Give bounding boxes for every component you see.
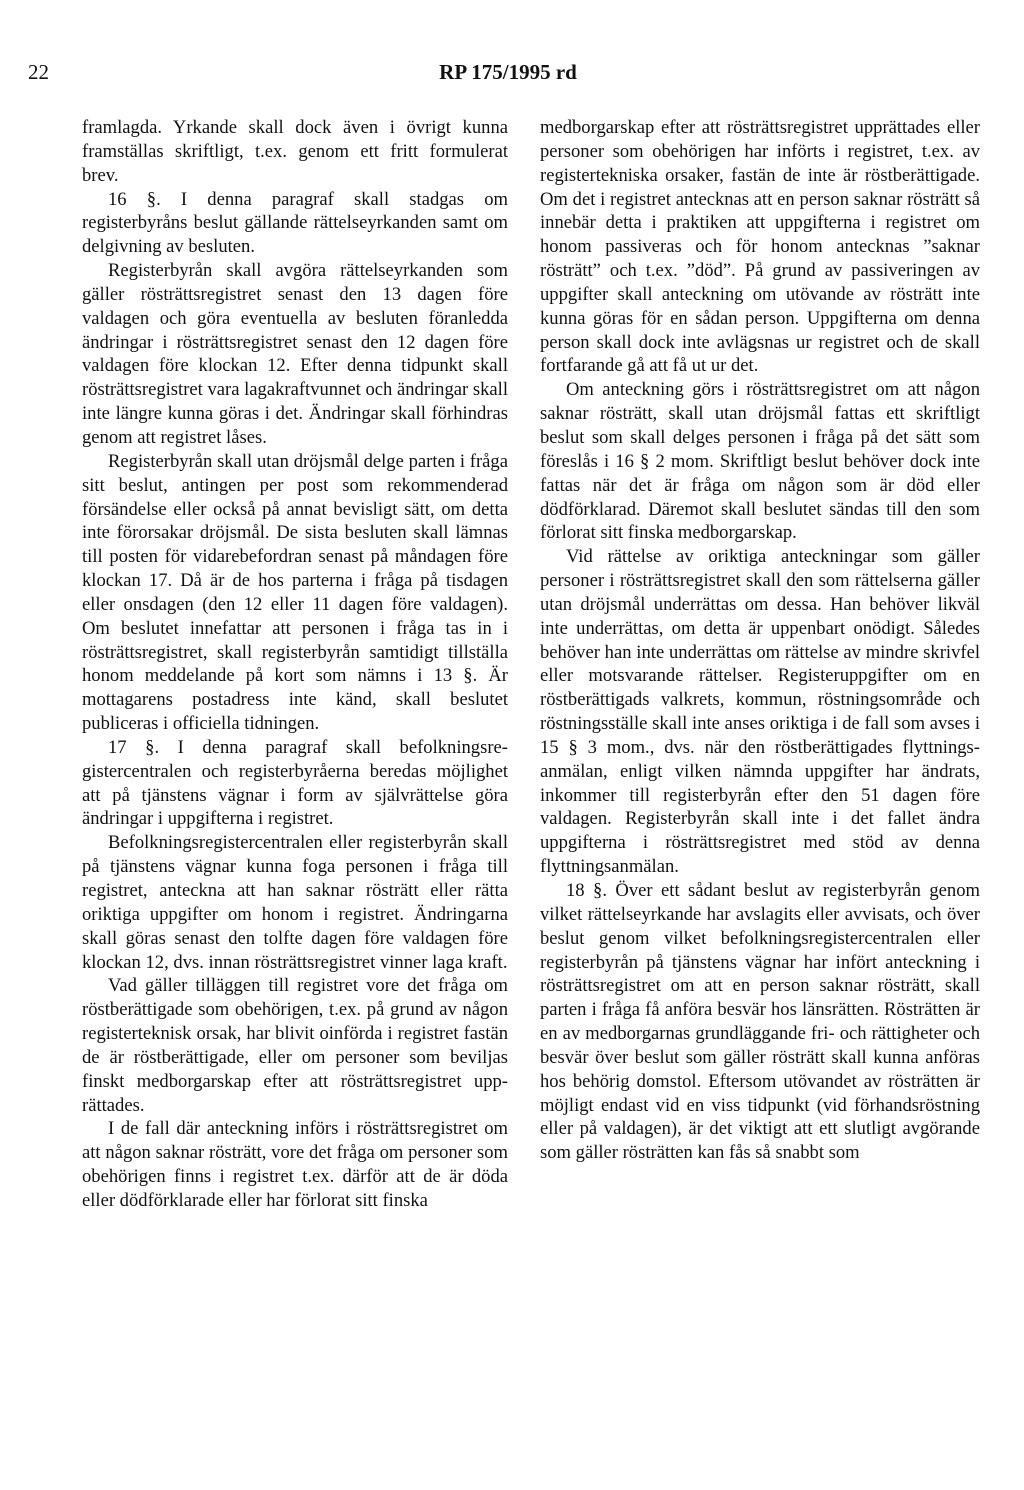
right-column bbox=[540, 116, 980, 1165]
paragraph: Befolkningsregistercentralen eller registerbyrån skall på tjänstens vägnar kunna foga personen i fråga till registret, anteckna att han saknar rösträtt eller rätta oriktiga uppgifter om honom i registret. Ändringarna skall göras senast den tolfte dagen före valdagen före klockan 12, dvs. innan rösträttsregistret vinner laga kraft. bbox=[82, 832, 508, 973]
paragraph: framlagda. Yrkande skall dock även i övrigt kunna framställas skriftligt, t.ex. genom ett fritt formulerat brev. bbox=[82, 117, 508, 186]
paragraph: 17 §. I denna paragraf skall befolkningsregistercentralen och registerbyråerna beredas möjlighet att på tjänstens vägnar i form av självrättelse göra ändringar i uppgifterna i registret. bbox=[82, 736, 508, 830]
document-reference: RP 175/1995 rd bbox=[439, 60, 577, 84]
paragraph: Om anteckning görs i rösträttsregistret om att någon saknar rösträtt, skall utan dröjsmål fattas ett skriftligt beslut som skall delges personen i fråga på det sätt som föreslås i 16 § 2 mom. Skriftligt beslut behöver dock inte fattas när det är fråga om någon som är död eller dödförklarad. Däremot skall beslutet sändas till den som förlorat sitt finska medborgarskap. bbox=[540, 379, 980, 544]
paragraph: medborgarskap efter att rösträttsregistret upprättades eller personer som obehörigen har införts i registret, t.ex. av registertekniska orsaker, fastän de inte är röstberättigade. Om det i registret antecknas att en person saknar rösträtt så innebär detta i praktiken att uppgifterna i registret om honom passiveras och för honom antecknas ”saknar rösträtt” och t.ex. ”död”. På grund av passiveringen av uppgifter skall anteckning om utövande av rösträtt inte kunna göras för en sådan person. Uppgifterna om denna person skall dock inte avlägsnas ur registret och de skall fortfarande gå att få ut ur det. bbox=[540, 117, 980, 377]
paragraph: Vad gäller tilläggen till registret vore det fråga om röstberättigade som obehörigen, t.ex. på grund av någon registerteknisk orsak, har blivit oinförda i registret fastän de är röstberättigade, eller om personer som beviljas finskt medborgarskap efter att rösträttsregistret upprättades. bbox=[82, 975, 508, 1116]
page-header bbox=[28, 60, 988, 90]
paragraph: Registerbyrån skall utan dröjsmål delge parten i fråga sitt beslut, antingen per post som rekommenderad försändelse eller också på annat bevisligt sätt, om detta inte förorsakar dröjsmål. De sista besluten skall lämnas till posten för vidarebefordran senast på måndagen före klockan 17. Då är de hos parterna i fråga på tisdagen eller onsdagen (den 12 eller 11 dagen före valdagen). Om beslutet innefattar att personen i fråga tas in i rösträttsregistret, skall registerbyrån samtidigt tillställa honom meddelande på kort som nämns i 13 §. Är mottagarens postadress inte känd, skall beslutet publiceras i officiella tidningen. bbox=[82, 450, 508, 735]
page-number: 22 bbox=[28, 60, 49, 84]
paragraph: 18 §. Över ett sådant beslut av registerbyrån genom vilket rättelseyrkande har avslagits eller avvisats, och över beslut genom vilket befolkningsregistercentralen eller registerbyrån på tjänstens vägnar har infört anteckning i rösträttsregistret om att en person saknar rösträtt, skall parten i fråga få anföra besvär hos länsrätten. Rösträtten är en av medborgarnas grundläggande fri- och rättigheter och besvär över beslut som gäller rösträtt skall kunna anföras hos behörig domstol. Eftersom utövandet av rösträtten är möjligt endast vid en viss tidpunkt (vid förhandsröstning eller på valdagen), är det viktigt att ett slutligt avgörande som gäller rösträtten kan fås så snabbt som bbox=[540, 880, 980, 1164]
left-column bbox=[82, 116, 508, 1213]
paragraph: I de fall där anteckning införs i rösträttsregistret om att någon saknar rösträtt, vore det fråga om personer som obehörigen finns i registret t.ex. därför att de är döda eller dödförklarade eller har förlorat sitt finska bbox=[82, 1118, 508, 1211]
paragraph: Registerbyrån skall avgöra rättelseyrkanden som gäller rösträttsregistret senast den 13 dagen före valdagen och göra eventuella av besluten föranledda ändringar i rösträttsregistret senast den 12 dagen före valdagen före klockan 12. Efter denna tidpunkt skall rösträttsregistret vara lagakraftvunnet och ändringar skall inte längre kunna göras i det. Ändringar skall förhindras genom att registret låses. bbox=[82, 260, 508, 448]
paragraph: 16 §. I denna paragraf skall stadgas om registerbyråns beslut gällande rättelseyrkanden samt om delgivning av besluten. bbox=[82, 188, 508, 258]
paragraph: Vid rättelse av oriktiga anteckningar som gäller personer i rösträttsregistret skall den som rättelserna gäller utan dröjsmål underrättas om dessa. Han behöver likväl inte underrättas, om detta är uppenbart onödigt. Således behöver han inte underrättas om rättelse av mindre skrivfel eller motsvarande rättelser. Registeruppgifter om en röstberättigads valkrets, kommun, röstningsområde och röstningsställe skall inte anses oriktiga i de fall som avses i 15 § 3 mom., dvs. när den röstberättigades flyttningsanmälan, enligt vilken nämnda uppgifter har ändrats, inkommer till registerbyrån efter den 51 dagen före valdagen. Registerbyrån skall inte i det fallet ändra uppgifterna i rösträttsregistret med stöd av denna flyttningsanmälan. bbox=[540, 546, 980, 878]
